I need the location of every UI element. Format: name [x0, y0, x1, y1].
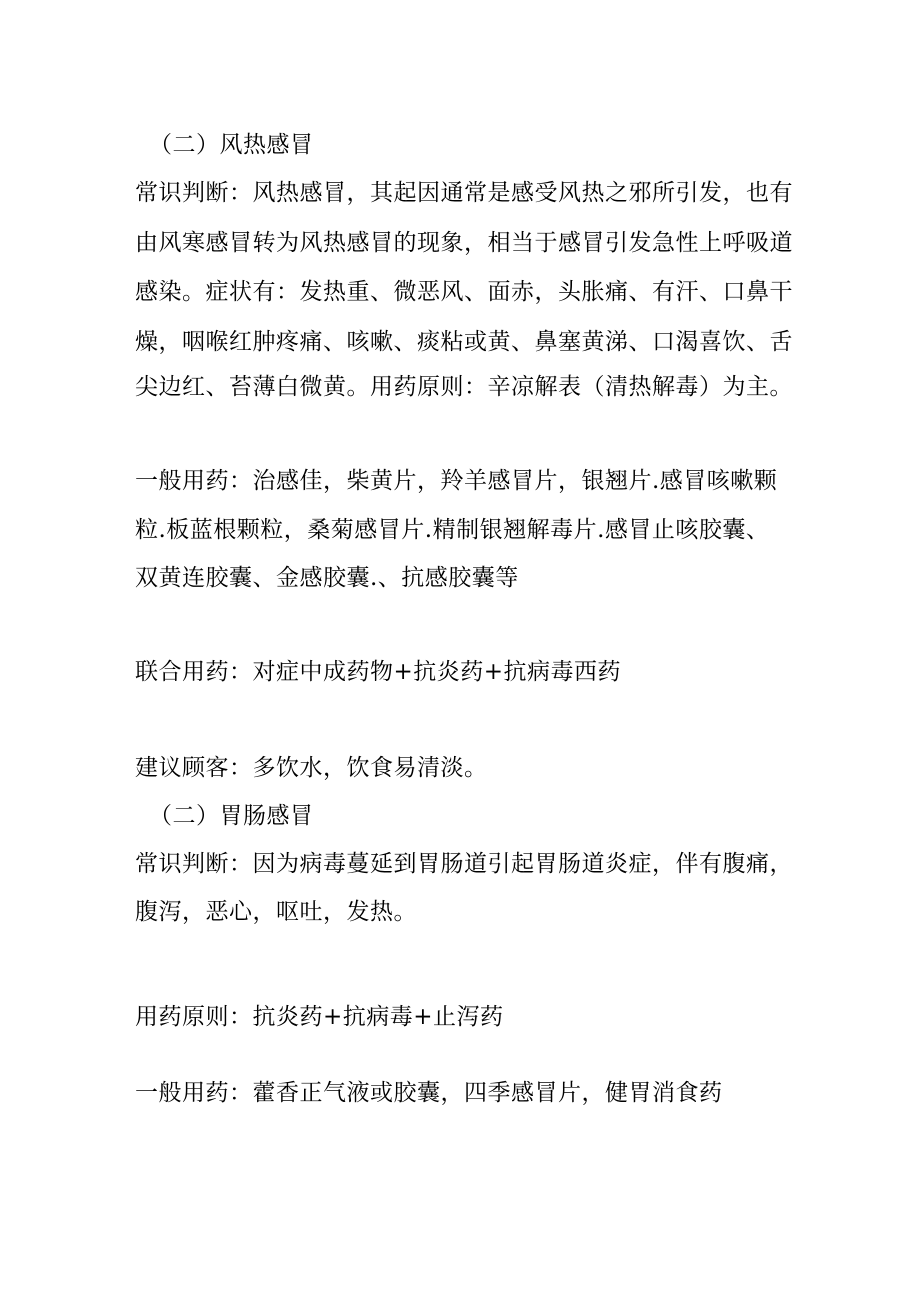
- principle-line: 用药原则：抗炎药+抗病毒+止泻药: [135, 1004, 504, 1030]
- paragraph-line: 尖边红、苔薄白微黄。用药原则：辛凉解表（清热解毒）为主。: [135, 374, 793, 400]
- combined-meds-line: 联合用药：对症中成药物+抗炎药+抗病毒西药: [135, 659, 622, 685]
- section-heading-wind-heat: （二）风热感冒: [149, 132, 314, 158]
- paragraph-line: 燥，咽喉红肿疼痛、咳嗽、痰粘或黄、鼻塞黄涕、口渴喜饮、舌: [135, 329, 793, 355]
- section-heading-gastro: （二）胃肠感冒: [149, 803, 314, 829]
- general-meds-line: 一般用药：藿香正气液或胶囊，四季感冒片，健胃消食药: [135, 1080, 723, 1106]
- paragraph-line: 由风寒感冒转为风热感冒的现象，相当于感冒引发急性上呼吸道: [135, 230, 793, 256]
- paragraph-line: 腹泻，恶心，呕吐，发热。: [135, 899, 417, 925]
- paragraph-line: 一般用药：治感佳，柴黄片，羚羊感冒片，银翘片.感冒咳嗽颗: [135, 468, 778, 494]
- paragraph-line: 粒.板蓝根颗粒，桑菊感冒片.精制银翘解毒片.感冒止咳胶囊、: [135, 517, 770, 543]
- paragraph-line: 常识判断：风热感冒，其起因通常是感受风热之邪所引发，也有: [135, 180, 793, 206]
- advice-line: 建议顾客：多饮水，饮食易清淡。: [135, 755, 488, 781]
- paragraph-line: 双黄连胶囊、金感胶囊.、抗感胶囊等: [135, 565, 519, 591]
- paragraph-line: 常识判断：因为病毒蔓延到胃肠道引起胃肠道炎症，伴有腹痛，: [135, 851, 793, 877]
- paragraph-line: 感染。症状有：发热重、微恶风、面赤，头胀痛、有汗、口鼻干: [135, 279, 793, 305]
